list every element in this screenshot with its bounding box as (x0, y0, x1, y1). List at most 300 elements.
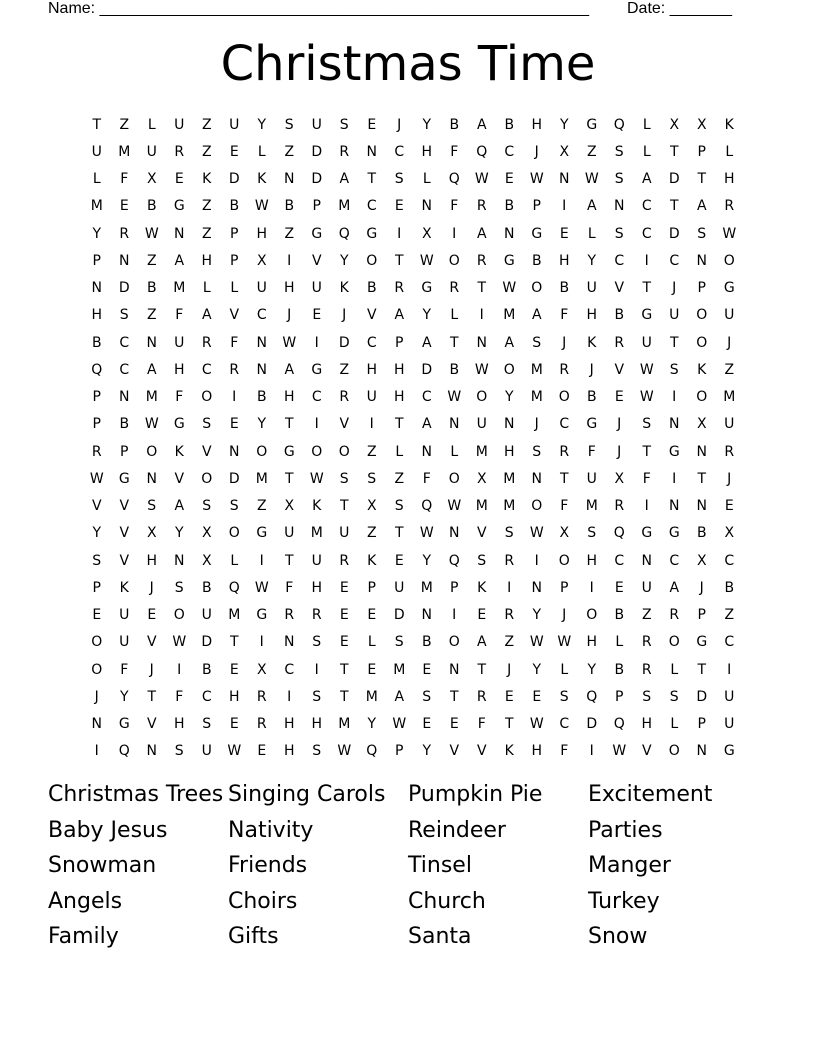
grid-letter[interactable]: G (256, 607, 268, 624)
grid-letter[interactable]: B (614, 307, 625, 324)
grid-letter[interactable]: E (614, 389, 624, 406)
grid-letter[interactable]: W (392, 716, 407, 733)
grid-letter[interactable]: N (366, 143, 377, 160)
grid-letter[interactable]: A (394, 307, 405, 324)
grid-letter[interactable]: F (560, 307, 569, 324)
grid-letter[interactable]: Z (284, 225, 295, 242)
grid-letter[interactable]: R (504, 552, 515, 569)
grid-letter[interactable]: H (283, 389, 295, 406)
grid-letter[interactable]: O (531, 498, 543, 515)
grid-letter[interactable]: R (641, 661, 652, 678)
grid-letter[interactable]: L (395, 443, 404, 460)
grid-letter[interactable]: V (146, 634, 157, 651)
grid-letter[interactable]: O (448, 634, 460, 651)
grid-letter[interactable]: B (146, 280, 157, 297)
grid-letter[interactable]: L (422, 171, 431, 188)
grid-letter[interactable]: X (669, 116, 680, 133)
grid-letter[interactable]: O (91, 661, 103, 678)
grid-letter[interactable]: X (421, 225, 432, 242)
grid-letter[interactable]: E (339, 579, 349, 596)
grid-letter[interactable]: S (394, 171, 404, 188)
grid-letter[interactable]: B (504, 198, 515, 215)
grid-letter[interactable]: I (259, 634, 264, 651)
grid-letter[interactable]: P (697, 280, 706, 297)
grid-letter[interactable]: N (284, 171, 295, 188)
grid-letter[interactable]: P (92, 416, 101, 433)
grid-letter[interactable]: P (697, 716, 706, 733)
grid-letter[interactable]: O (256, 443, 268, 460)
grid-letter[interactable]: V (119, 552, 130, 569)
grid-letter[interactable]: H (146, 552, 158, 569)
grid-letter[interactable]: Q (476, 143, 488, 160)
grid-letter[interactable]: O (668, 634, 680, 651)
grid-letter[interactable]: G (641, 525, 653, 542)
grid-letter[interactable]: G (641, 307, 653, 324)
grid-letter[interactable]: P (560, 579, 569, 596)
grid-letter[interactable]: T (339, 688, 349, 705)
grid-letter[interactable]: I (589, 743, 594, 760)
grid-letter[interactable]: M (530, 361, 543, 378)
grid-letter[interactable]: B (504, 116, 515, 133)
grid-letter[interactable]: P (450, 579, 459, 596)
grid-letter[interactable]: J (699, 579, 704, 596)
grid-letter[interactable]: O (448, 470, 460, 487)
grid-letter[interactable]: N (669, 498, 680, 515)
grid-letter[interactable]: E (532, 688, 542, 705)
grid-letter[interactable]: S (532, 334, 542, 351)
grid-letter[interactable]: Z (201, 143, 212, 160)
grid-letter[interactable]: F (120, 661, 129, 678)
grid-letter[interactable]: O (558, 552, 570, 569)
grid-letter[interactable]: S (367, 470, 377, 487)
grid-letter[interactable]: D (668, 225, 680, 242)
grid-letter[interactable]: N (449, 661, 460, 678)
grid-letter[interactable]: C (641, 198, 652, 215)
grid-letter[interactable]: H (228, 688, 240, 705)
grid-letter[interactable]: O (366, 252, 378, 269)
grid-letter[interactable]: B (256, 389, 267, 406)
grid-letter[interactable]: L (202, 280, 211, 297)
grid-letter[interactable]: Y (174, 525, 184, 542)
grid-letter[interactable]: U (146, 143, 157, 160)
grid-letter[interactable]: C (669, 252, 680, 269)
grid-letter[interactable]: T (394, 252, 404, 269)
grid-letter[interactable]: L (670, 661, 679, 678)
grid-letter[interactable]: C (201, 688, 212, 705)
grid-letter[interactable]: W (337, 743, 352, 760)
grid-letter[interactable]: I (452, 225, 457, 242)
grid-letter[interactable]: Q (118, 743, 130, 760)
grid-letter[interactable]: M (338, 716, 351, 733)
grid-letter[interactable]: J (94, 688, 99, 705)
grid-letter[interactable]: N (696, 743, 707, 760)
grid-letter[interactable]: N (531, 470, 542, 487)
grid-letter[interactable]: W (474, 171, 489, 188)
grid-letter[interactable]: J (589, 361, 594, 378)
grid-letter[interactable]: Z (339, 361, 350, 378)
grid-letter[interactable]: D (201, 634, 213, 651)
grid-letter[interactable]: O (448, 252, 460, 269)
grid-letter[interactable]: U (174, 334, 185, 351)
grid-letter[interactable]: K (587, 334, 597, 351)
grid-letter[interactable]: C (394, 143, 405, 160)
grid-letter[interactable]: A (421, 416, 432, 433)
grid-letter[interactable]: T (229, 634, 239, 651)
grid-letter[interactable]: K (504, 743, 514, 760)
grid-letter[interactable]: H (256, 225, 268, 242)
grid-letter[interactable]: W (529, 525, 544, 542)
grid-letter[interactable]: F (450, 198, 459, 215)
grid-letter[interactable]: D (393, 607, 405, 624)
grid-letter[interactable]: K (257, 171, 267, 188)
grid-letter[interactable]: E (92, 607, 102, 624)
grid-letter[interactable]: Z (284, 143, 295, 160)
grid-letter[interactable]: S (614, 225, 624, 242)
grid-letter[interactable]: Y (92, 525, 102, 542)
grid-letter[interactable]: G (366, 225, 378, 242)
grid-letter[interactable]: R (174, 143, 185, 160)
grid-letter[interactable]: H (201, 252, 213, 269)
grid-letter[interactable]: B (146, 198, 157, 215)
grid-letter[interactable]: G (173, 416, 185, 433)
grid-letter[interactable]: H (558, 252, 570, 269)
grid-letter[interactable]: H (586, 307, 598, 324)
grid-letter[interactable]: C (559, 416, 570, 433)
grid-letter[interactable]: E (119, 198, 129, 215)
grid-letter[interactable]: E (174, 171, 184, 188)
grid-letter[interactable]: K (312, 498, 322, 515)
grid-letter[interactable]: Q (613, 525, 625, 542)
grid-letter[interactable]: B (449, 116, 460, 133)
grid-letter[interactable]: H (173, 361, 185, 378)
grid-letter[interactable]: E (614, 579, 624, 596)
grid-letter[interactable]: F (422, 470, 431, 487)
grid-letter[interactable]: T (284, 416, 294, 433)
grid-letter[interactable]: R (669, 607, 680, 624)
grid-letter[interactable]: T (697, 470, 707, 487)
grid-letter[interactable]: Z (724, 607, 735, 624)
grid-letter[interactable]: G (668, 525, 680, 542)
grid-letter[interactable]: K (119, 579, 129, 596)
grid-letter[interactable]: V (476, 525, 487, 542)
grid-letter[interactable]: C (614, 552, 625, 569)
grid-letter[interactable]: N (449, 525, 460, 542)
name-field[interactable]: Name: _______________________________________________________ (48, 0, 589, 17)
grid-letter[interactable]: H (283, 716, 295, 733)
grid-letter[interactable]: U (586, 280, 597, 297)
grid-letter[interactable]: W (612, 743, 627, 760)
grid-letter[interactable]: Y (257, 116, 267, 133)
grid-letter[interactable]: Y (559, 116, 569, 133)
grid-letter[interactable]: M (338, 198, 351, 215)
grid-letter[interactable]: H (531, 116, 543, 133)
grid-letter[interactable]: N (696, 498, 707, 515)
grid-letter[interactable]: W (144, 225, 159, 242)
grid-letter[interactable]: T (477, 661, 487, 678)
grid-letter[interactable]: G (283, 443, 295, 460)
grid-letter[interactable]: O (503, 361, 515, 378)
grid-letter[interactable]: I (507, 579, 512, 596)
grid-letter[interactable]: X (256, 661, 267, 678)
grid-letter[interactable]: G (311, 225, 323, 242)
grid-letter[interactable]: Y (532, 607, 542, 624)
grid-letter[interactable]: X (724, 525, 735, 542)
grid-letter[interactable]: N (229, 443, 240, 460)
grid-letter[interactable]: W (227, 743, 242, 760)
grid-letter[interactable]: D (421, 361, 433, 378)
grid-letter[interactable]: P (312, 198, 321, 215)
grid-letter[interactable]: I (259, 552, 264, 569)
grid-letter[interactable]: F (175, 389, 184, 406)
grid-letter[interactable]: M (503, 307, 516, 324)
grid-letter[interactable]: M (365, 688, 378, 705)
grid-letter[interactable]: U (366, 389, 377, 406)
grid-letter[interactable]: F (120, 171, 129, 188)
grid-letter[interactable]: S (312, 743, 322, 760)
grid-letter[interactable]: F (450, 143, 459, 160)
grid-letter[interactable]: I (672, 389, 677, 406)
grid-letter[interactable]: Z (146, 307, 157, 324)
grid-letter[interactable]: I (479, 307, 484, 324)
grid-letter[interactable]: V (146, 716, 157, 733)
grid-letter[interactable]: S (394, 498, 404, 515)
grid-letter[interactable]: B (724, 579, 735, 596)
grid-letter[interactable]: Z (201, 225, 212, 242)
grid-letter[interactable]: C (366, 334, 377, 351)
grid-letter[interactable]: M (393, 661, 406, 678)
grid-letter[interactable]: V (614, 280, 625, 297)
grid-letter[interactable]: X (696, 552, 707, 569)
grid-letter[interactable]: X (146, 171, 157, 188)
grid-letter[interactable]: K (697, 361, 707, 378)
grid-letter[interactable]: Q (228, 579, 240, 596)
grid-letter[interactable]: B (421, 634, 432, 651)
grid-letter[interactable]: X (696, 116, 707, 133)
grid-letter[interactable]: O (696, 389, 708, 406)
grid-letter[interactable]: U (641, 334, 652, 351)
grid-letter[interactable]: B (201, 579, 212, 596)
grid-letter[interactable]: P (615, 688, 624, 705)
grid-letter[interactable]: R (311, 607, 322, 624)
grid-letter[interactable]: Q (448, 552, 460, 569)
grid-letter[interactable]: U (476, 416, 487, 433)
grid-letter[interactable]: T (284, 470, 294, 487)
grid-letter[interactable]: H (393, 361, 405, 378)
grid-letter[interactable]: I (672, 470, 677, 487)
grid-letter[interactable]: T (697, 171, 707, 188)
grid-letter[interactable]: Z (366, 525, 377, 542)
grid-letter[interactable]: T (697, 661, 707, 678)
grid-letter[interactable]: U (201, 607, 212, 624)
grid-letter[interactable]: N (91, 280, 102, 297)
grid-letter[interactable]: U (586, 470, 597, 487)
grid-letter[interactable]: I (94, 743, 99, 760)
grid-letter[interactable]: P (120, 443, 129, 460)
grid-letter[interactable]: V (366, 307, 377, 324)
grid-letter[interactable]: Q (613, 716, 625, 733)
grid-letter[interactable]: R (724, 198, 735, 215)
grid-letter[interactable]: I (589, 579, 594, 596)
grid-letter[interactable]: C (724, 634, 735, 651)
grid-letter[interactable]: X (201, 525, 212, 542)
grid-letter[interactable]: Z (724, 361, 735, 378)
grid-letter[interactable]: N (421, 198, 432, 215)
grid-letter[interactable]: C (504, 143, 515, 160)
grid-letter[interactable]: R (394, 280, 405, 297)
grid-letter[interactable]: W (282, 334, 297, 351)
grid-letter[interactable]: M (145, 389, 158, 406)
grid-letter[interactable]: U (311, 280, 322, 297)
grid-letter[interactable]: Z (201, 116, 212, 133)
grid-letter[interactable]: S (92, 552, 102, 569)
grid-letter[interactable]: S (614, 171, 624, 188)
grid-letter[interactable]: R (476, 198, 487, 215)
grid-letter[interactable]: O (668, 743, 680, 760)
grid-letter[interactable]: P (697, 143, 706, 160)
grid-letter[interactable]: T (669, 334, 679, 351)
grid-letter[interactable]: E (394, 198, 404, 215)
grid-letter[interactable]: W (419, 525, 434, 542)
grid-letter[interactable]: C (614, 252, 625, 269)
grid-letter[interactable]: X (476, 470, 487, 487)
grid-letter[interactable]: A (421, 334, 432, 351)
grid-letter[interactable]: M (90, 198, 103, 215)
grid-letter[interactable]: O (586, 607, 598, 624)
grid-letter[interactable]: V (476, 743, 487, 760)
grid-letter[interactable]: Q (366, 743, 378, 760)
grid-letter[interactable]: V (91, 498, 102, 515)
grid-letter[interactable]: X (559, 525, 570, 542)
grid-letter[interactable]: B (284, 198, 295, 215)
grid-letter[interactable]: J (562, 607, 567, 624)
grid-letter[interactable]: S (312, 688, 322, 705)
grid-letter[interactable]: O (173, 607, 185, 624)
grid-letter[interactable]: E (422, 716, 432, 733)
grid-letter[interactable]: A (201, 307, 212, 324)
grid-letter[interactable]: E (229, 416, 239, 433)
grid-letter[interactable]: X (256, 252, 267, 269)
grid-letter[interactable]: A (174, 252, 185, 269)
grid-letter[interactable]: J (562, 334, 567, 351)
grid-letter[interactable]: W (474, 361, 489, 378)
grid-letter[interactable]: W (639, 389, 654, 406)
grid-letter[interactable]: W (639, 361, 654, 378)
grid-letter[interactable]: S (642, 416, 652, 433)
grid-letter[interactable]: X (559, 143, 570, 160)
grid-letter[interactable]: W (254, 198, 269, 215)
grid-letter[interactable]: M (585, 498, 598, 515)
grid-letter[interactable]: Z (366, 443, 377, 460)
grid-letter[interactable]: N (284, 634, 295, 651)
grid-letter[interactable]: A (476, 225, 487, 242)
grid-letter[interactable]: L (642, 116, 651, 133)
grid-letter[interactable]: I (452, 607, 457, 624)
grid-letter[interactable]: J (617, 443, 622, 460)
grid-letter[interactable]: H (531, 743, 543, 760)
grid-letter[interactable]: D (338, 334, 350, 351)
grid-letter[interactable]: E (312, 307, 322, 324)
grid-letter[interactable]: U (311, 552, 322, 569)
grid-letter[interactable]: L (560, 661, 569, 678)
grid-letter[interactable]: T (504, 716, 514, 733)
grid-letter[interactable]: N (174, 552, 185, 569)
grid-letter[interactable]: O (228, 525, 240, 542)
grid-letter[interactable]: B (696, 525, 707, 542)
grid-letter[interactable]: E (367, 116, 377, 133)
grid-letter[interactable]: B (449, 361, 460, 378)
grid-letter[interactable]: H (283, 280, 295, 297)
grid-letter[interactable]: C (641, 225, 652, 242)
grid-letter[interactable]: N (421, 607, 432, 624)
grid-letter[interactable]: F (230, 334, 239, 351)
grid-letter[interactable]: B (559, 280, 570, 297)
grid-letter[interactable]: F (285, 579, 294, 596)
grid-letter[interactable]: R (724, 443, 735, 460)
grid-letter[interactable]: J (397, 116, 402, 133)
grid-letter[interactable]: C (119, 334, 130, 351)
grid-letter[interactable]: H (283, 743, 295, 760)
grid-letter[interactable]: W (529, 171, 544, 188)
grid-letter[interactable]: U (256, 280, 267, 297)
grid-letter[interactable]: S (532, 443, 542, 460)
grid-letter[interactable]: Q (586, 688, 598, 705)
grid-letter[interactable]: Z (641, 607, 652, 624)
grid-letter[interactable]: W (447, 498, 462, 515)
grid-letter[interactable]: S (119, 307, 129, 324)
grid-letter[interactable]: S (587, 525, 597, 542)
grid-letter[interactable]: R (614, 334, 625, 351)
grid-letter[interactable]: S (202, 416, 212, 433)
grid-letter[interactable]: J (149, 579, 154, 596)
grid-letter[interactable]: V (449, 743, 460, 760)
grid-letter[interactable]: C (256, 307, 267, 324)
grid-letter[interactable]: U (724, 416, 735, 433)
grid-letter[interactable]: I (562, 198, 567, 215)
grid-letter[interactable]: L (257, 143, 266, 160)
grid-letter[interactable]: N (119, 252, 130, 269)
grid-letter[interactable]: S (614, 143, 624, 160)
grid-letter[interactable]: N (256, 334, 267, 351)
grid-letter[interactable]: F (477, 716, 486, 733)
grid-letter[interactable]: S (174, 579, 184, 596)
grid-letter[interactable]: D (228, 171, 240, 188)
grid-letter[interactable]: R (559, 361, 570, 378)
grid-letter[interactable]: W (144, 416, 159, 433)
grid-letter[interactable]: N (421, 443, 432, 460)
grid-letter[interactable]: H (311, 579, 323, 596)
grid-letter[interactable]: D (118, 280, 130, 297)
grid-letter[interactable]: U (311, 116, 322, 133)
grid-letter[interactable]: U (91, 143, 102, 160)
grid-letter[interactable]: P (532, 198, 541, 215)
grid-letter[interactable]: A (394, 688, 405, 705)
grid-letter[interactable]: Y (422, 307, 432, 324)
grid-letter[interactable]: N (449, 416, 460, 433)
grid-letter[interactable]: A (504, 334, 515, 351)
grid-letter[interactable]: A (284, 361, 295, 378)
grid-letter[interactable]: J (507, 661, 512, 678)
grid-letter[interactable]: Z (146, 252, 157, 269)
grid-letter[interactable]: M (255, 470, 268, 487)
grid-letter[interactable]: C (284, 661, 295, 678)
grid-letter[interactable]: U (724, 688, 735, 705)
grid-letter[interactable]: Y (257, 416, 267, 433)
grid-letter[interactable]: O (91, 634, 103, 651)
grid-letter[interactable]: O (338, 443, 350, 460)
grid-letter[interactable]: L (450, 307, 459, 324)
grid-letter[interactable]: A (476, 634, 487, 651)
grid-letter[interactable]: A (586, 198, 597, 215)
